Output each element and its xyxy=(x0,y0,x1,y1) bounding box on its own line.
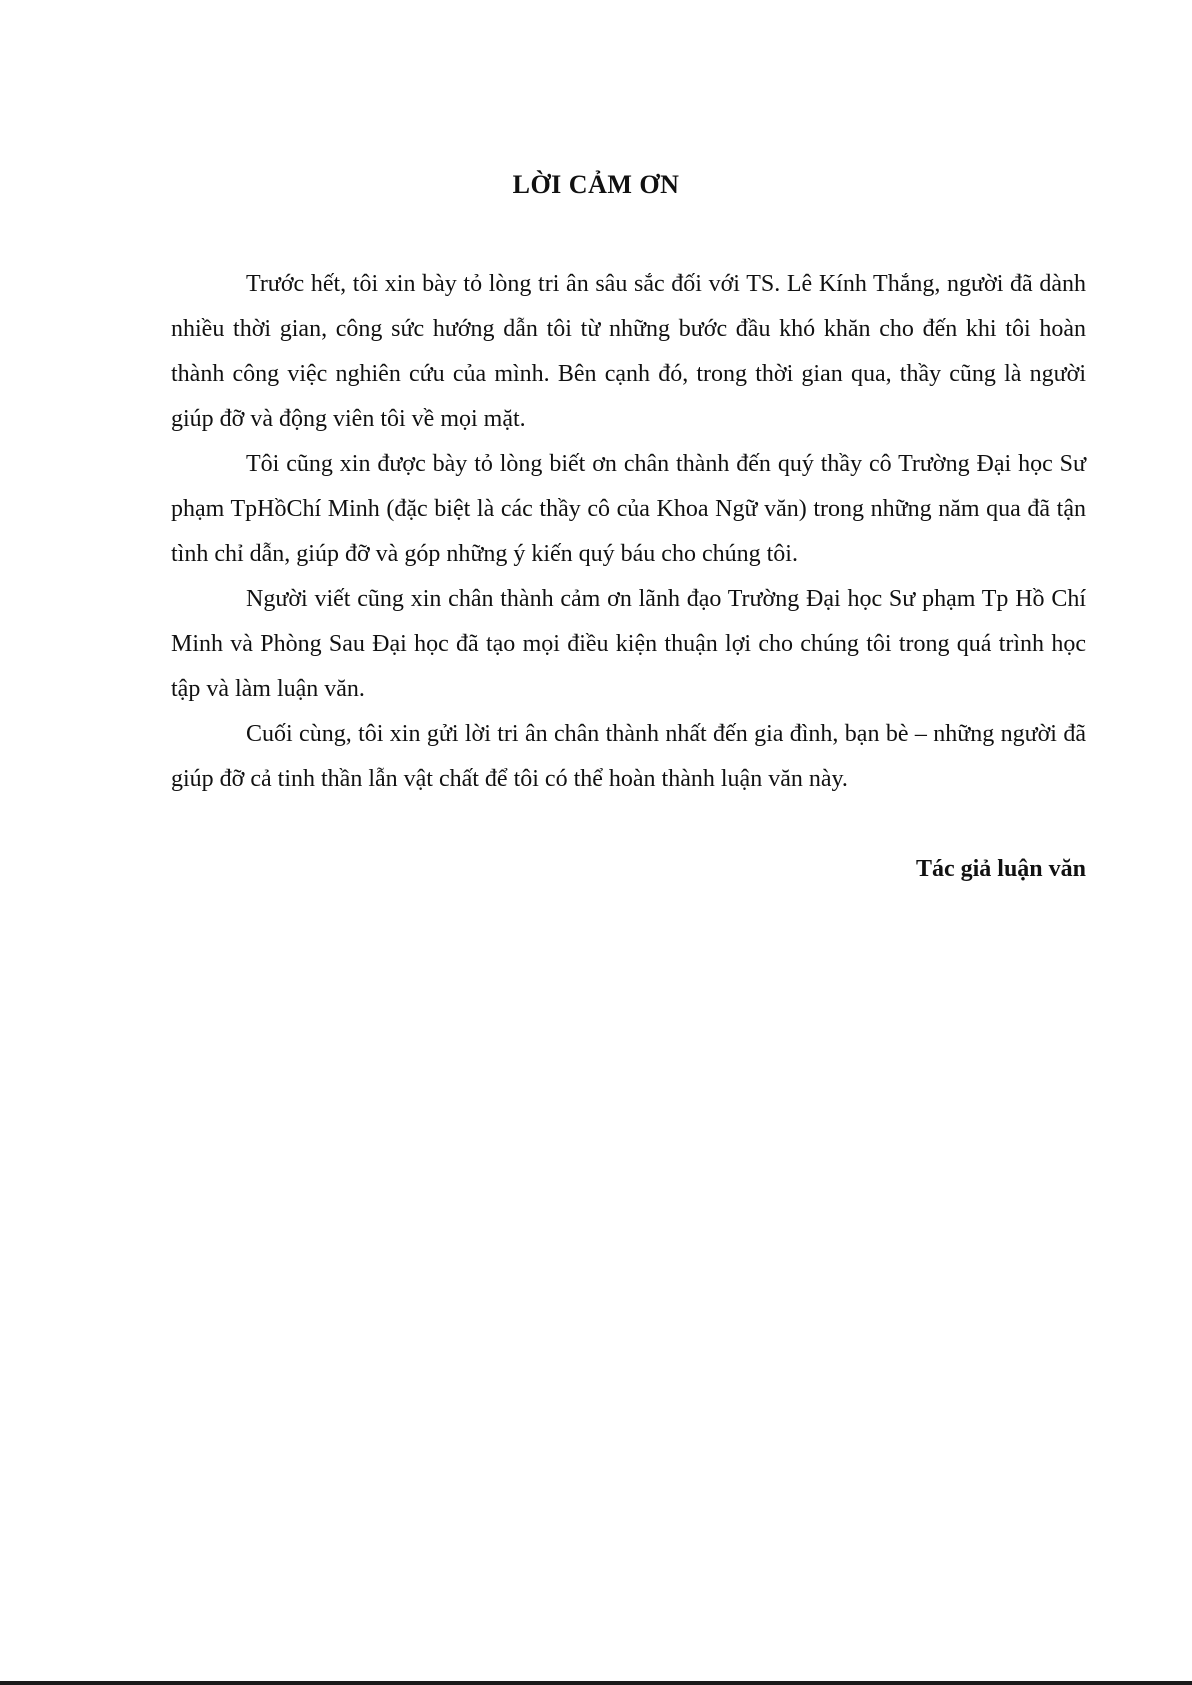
page-title: LỜI CẢM ƠN xyxy=(512,170,680,199)
acknowledgement-body xyxy=(171,262,1086,802)
page-bottom-border xyxy=(0,1681,1192,1685)
paragraph-1: Trước hết, tôi xin bày tỏ lòng tri ân sâu sắc đối với TS. Lê Kính Thắng, người đã dành nhiều thời gian, công sức hướng dẫn tôi từ những bước đầu khó khăn cho đến khi tôi hoàn thành công việc nghiên cứu của mình. Bên cạnh đó, trong thời gian qua, thầy cũng là người giúp đỡ và động viên tôi về mọi mặt. xyxy=(171,271,1086,432)
author-signature: Tác giả luận văn xyxy=(915,856,1086,882)
paragraph-4: Cuối cùng, tôi xin gửi lời tri ân chân thành nhất đến gia đình, bạn bè – những người đã giúp đỡ cả tinh thần lẫn vật chất để tôi có thể hoàn thành luận văn này. xyxy=(171,721,1086,792)
paragraph-2: Tôi cũng xin được bày tỏ lòng biết ơn chân thành đến quý thầy cô Trường Đại học Sư phạm TpHồChí Minh (đặc biệt là các thầy cô của Khoa Ngữ văn) trong những năm qua đã tận tình chỉ dẫn, giúp đỡ và góp những ý kiến quý báu cho chúng tôi. xyxy=(171,451,1086,567)
paragraph-3: Người viết cũng xin chân thành cảm ơn lãnh đạo Trường Đại học Sư phạm Tp Hồ Chí Minh và Phòng Sau Đại học đã tạo mọi điều kiện thuận lợi cho chúng tôi trong quá trình học tập và làm luận văn. xyxy=(171,586,1086,702)
